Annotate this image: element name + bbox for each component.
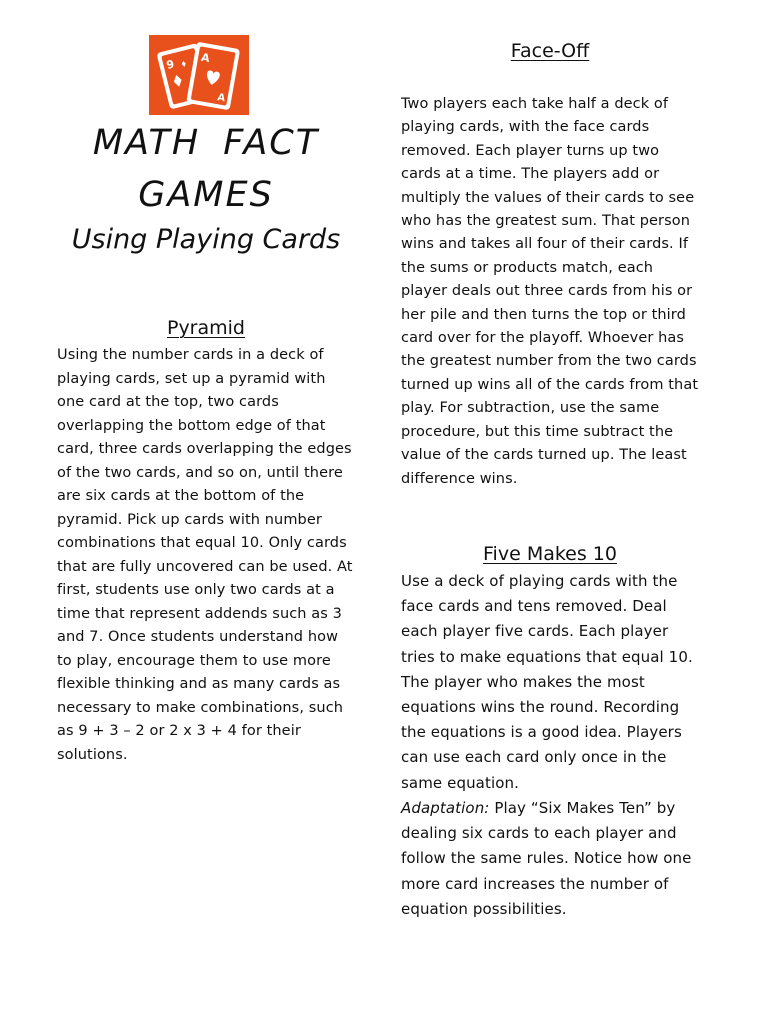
playing-cards-icon — [149, 35, 249, 115]
pyramid-heading: Pyramid — [166, 317, 245, 339]
playing-cards-logo — [149, 35, 249, 115]
five-makes-10-description: Use a deck of playing cards with the face cards and tens removed. Deal each player five cards. Each player tries to make equations that equal 10. The player who makes the most equations wins the round. Recording the equations is a good idea. Players can use each card only once in the same equation. — [401, 572, 693, 792]
svg-text:9: 9 — [165, 57, 176, 72]
adaptation-text: Play “Six Makes Ten” by dealing six cards to each player and follow the same rules. Notice how one more card increases the number of equation possibilities. — [401, 799, 692, 918]
page-title-line-2: GAMES — [138, 175, 274, 215]
svg-text:A: A — [200, 50, 211, 66]
pyramid-description: Using the number cards in a deck of playing cards, set up a pyramid with one card at the top, two cards overlapping the bottom edge of that card, three cards overlapping the edges of the two cards, and so on, until there are six cards at the bottom of the pyramid. Pick up cards with number combinations that equal 10. Only cards that are fully uncovered can be used. At first, students use only two cards at a time that represent addends such as 3 and 7. Once students understand how to play, encourage them to use more flexible thinking and as many cards as necessary to make combinations, such as 9 + 3 – 2 or 2 x 3 + 4 for their solutions. — [57, 347, 353, 763]
face-off-heading: Face-Off — [510, 40, 590, 62]
page-subtitle: Using Playing Cards — [71, 224, 341, 255]
adaptation-paragraph — [401, 796, 706, 922]
page-title-line-1: MATH FACT — [92, 123, 320, 163]
five-makes-10-heading: Five Makes 10 — [483, 543, 617, 565]
adaptation-label: Adaptation: — [401, 799, 490, 817]
svg-text:A: A — [216, 92, 227, 105]
face-off-description: Two players each take half a deck of playing cards, with the face cards removed. Each player turns up two cards at a time. The players add or multiply the values of their cards to see who has the greatest sum. That person wins and takes all four of their cards. If the sums or products match, each player deals out three cards from his or her pile and then turns the top or third card over for the playoff. Whoever has the greatest number from the two cards turned up wins all of the cards from that play. For subtraction, use the same procedure, but this time subtract the value of the cards turned up. The least difference wins. — [401, 96, 699, 487]
